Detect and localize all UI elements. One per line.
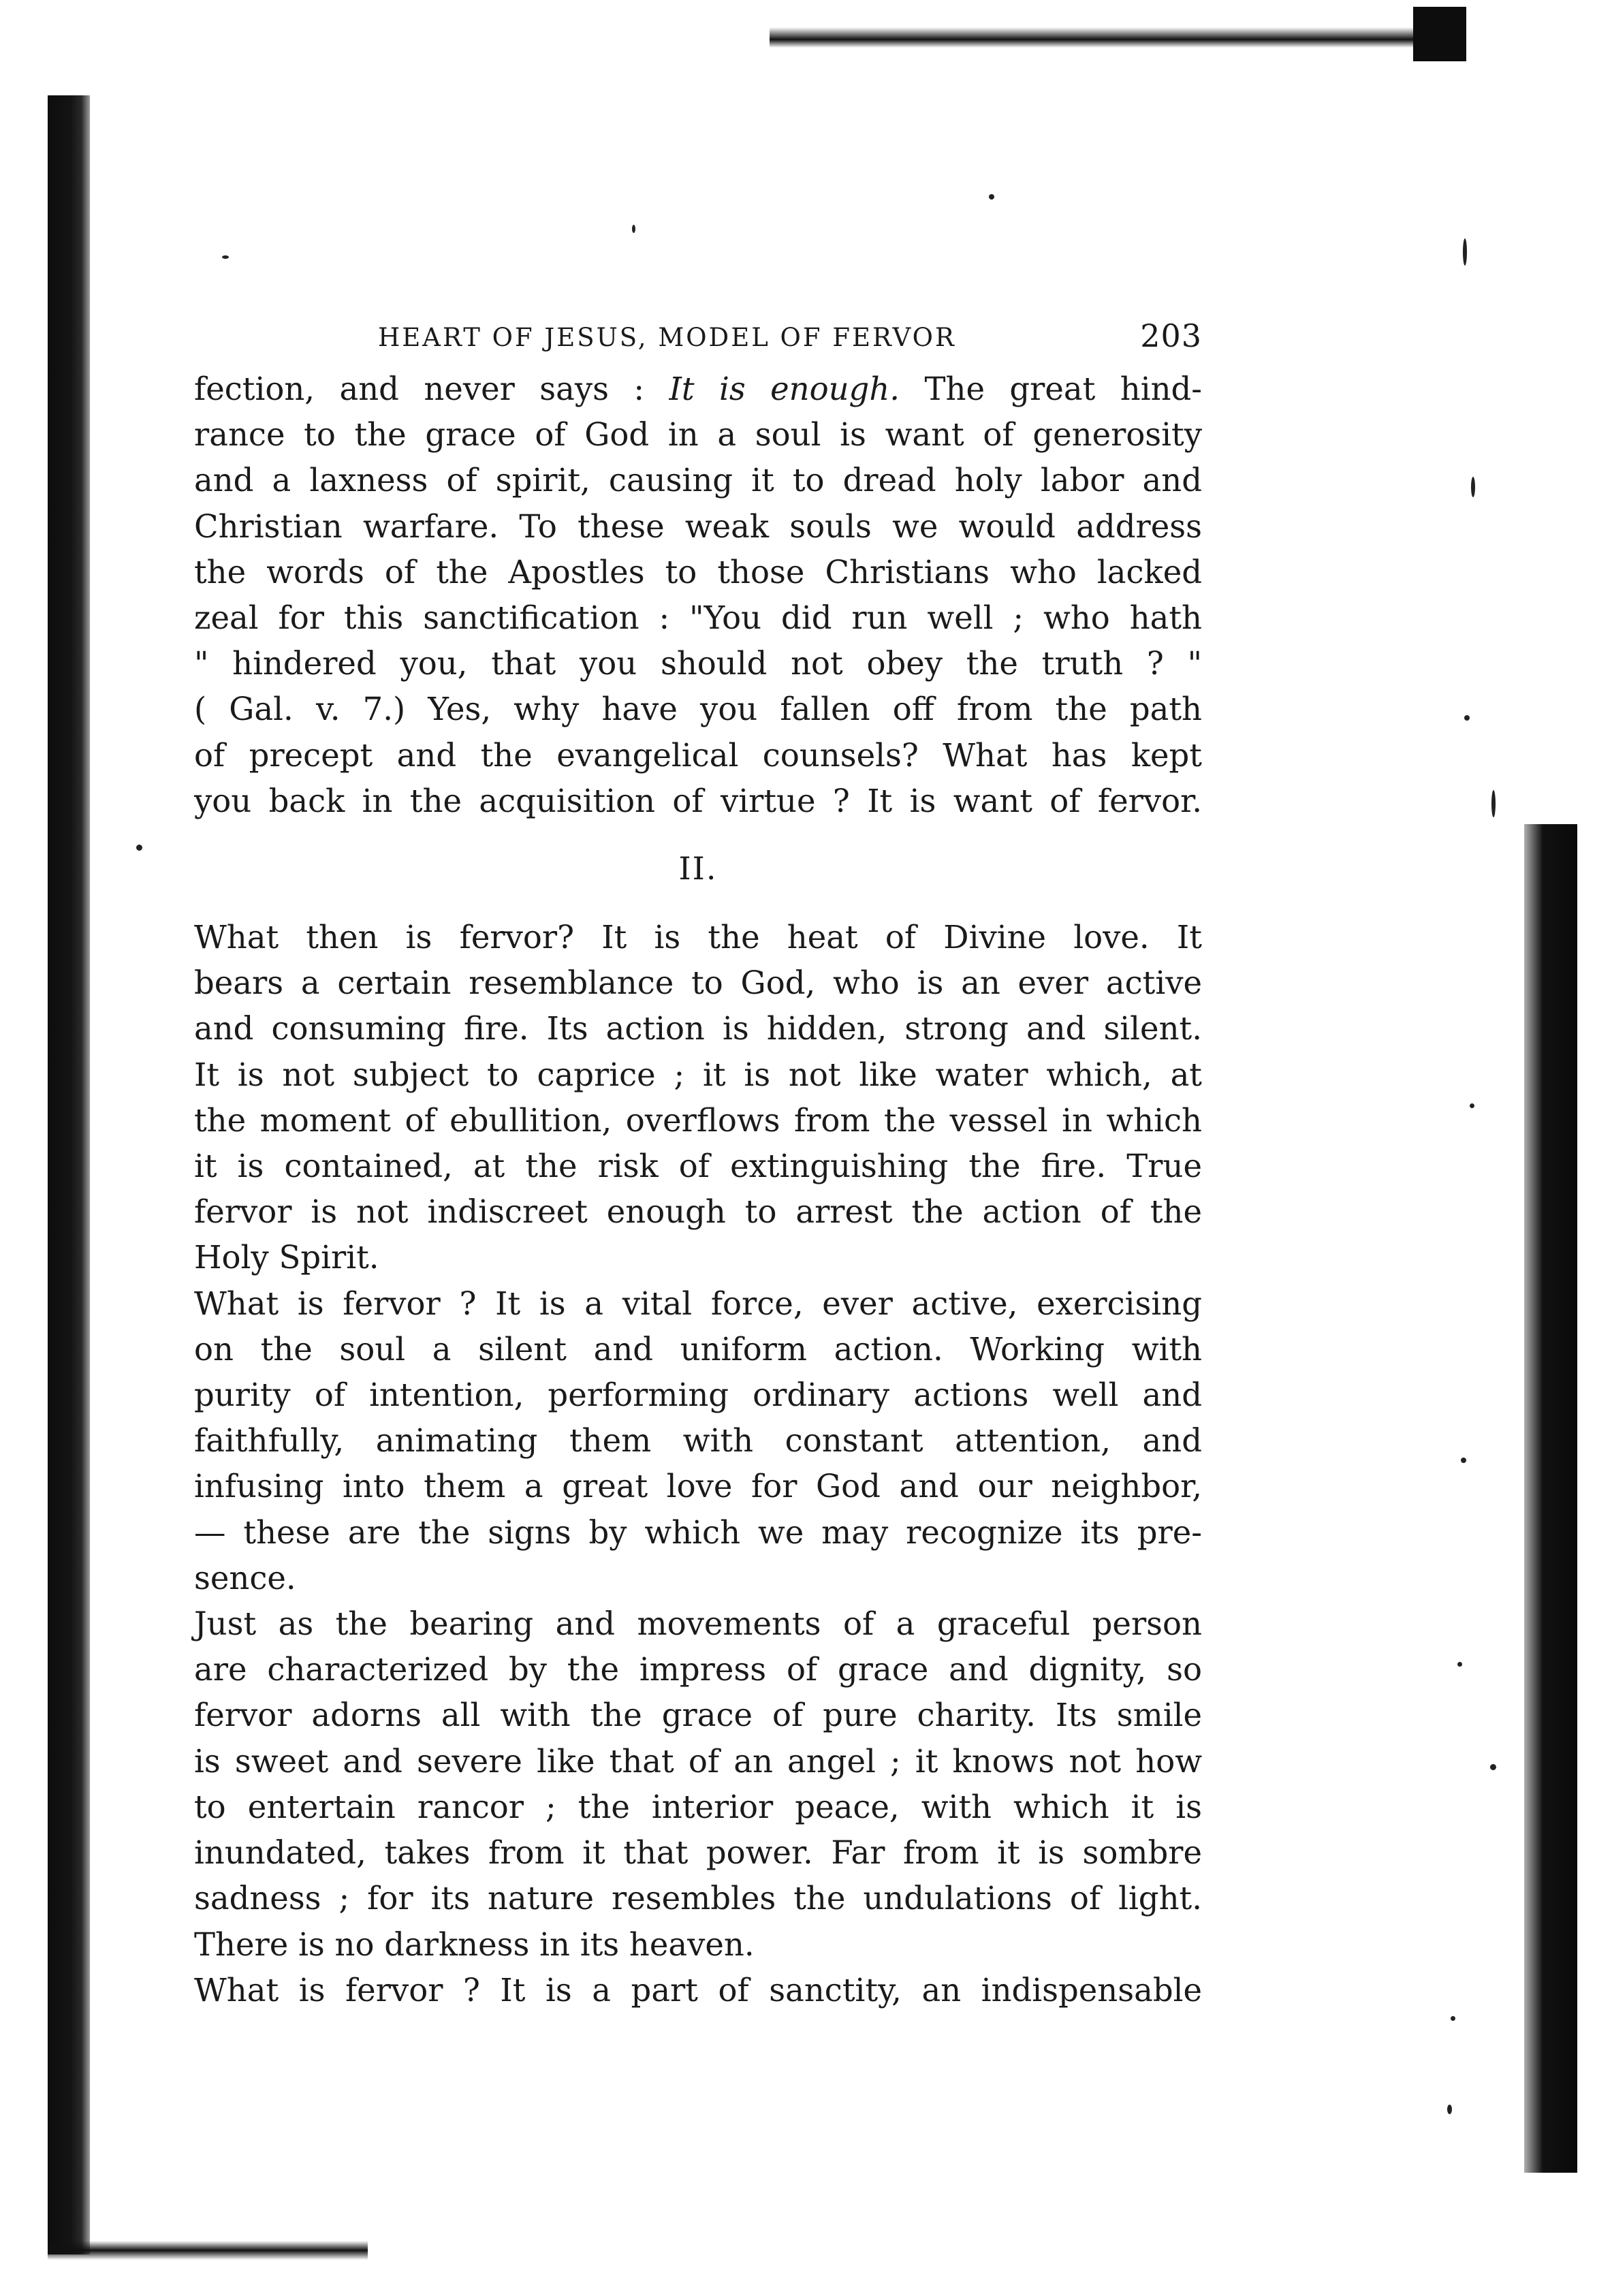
text-line: Christian warfare. To these weak souls we would address <box>194 507 1202 545</box>
paragraph-5 <box>194 1968 1202 2013</box>
scan-speck <box>1447 2105 1452 2114</box>
text-line: There is no darkness in its heaven. <box>194 1925 755 1963</box>
scan-edge-left <box>48 95 90 2254</box>
scan-speck <box>222 255 229 259</box>
text-line <box>194 366 1202 412</box>
text-line: Holy Spirit. <box>194 1239 379 1276</box>
scan-speck <box>1451 2016 1455 2021</box>
text-line: it is contained, at the risk of extinguishing the fire. True <box>194 1148 1202 1185</box>
scan-speck <box>1464 715 1470 721</box>
text-line: " hindered you, that you should not obey the truth ? " <box>194 645 1202 682</box>
text-line: — these are the signs by which we may recognize its pre- <box>194 1513 1202 1551</box>
paragraph-1 <box>194 366 1202 824</box>
text-line: What then is fervor? It is the heat of Divine love. It <box>194 919 1202 956</box>
scan-edge-right <box>1524 824 1577 2173</box>
text-line: sence. <box>194 1559 296 1597</box>
scan-speck <box>989 194 994 200</box>
text-line: is sweet and severe like that of an angel ; it knows not how <box>194 1742 1202 1780</box>
text-line: are characterized by the impress of grace and dignity, so <box>194 1651 1202 1688</box>
text-fragment: The great hind- <box>900 371 1202 407</box>
text-line: It is not subject to caprice ; it is not like water which, at <box>194 1056 1202 1093</box>
text-line: Just as the bearing and movements of a graceful person <box>194 1605 1202 1643</box>
text-line: bears a certain resemblance to God, who is an ever active <box>194 964 1202 1002</box>
text-line: sadness ; for its nature resembles the undulations of light. <box>194 1880 1202 1917</box>
scan-speck <box>1457 1662 1462 1667</box>
text-line: and a laxness of spirit, causing it to dread holy labor and <box>194 462 1202 499</box>
scan-speck <box>1470 1103 1474 1108</box>
scan-speck <box>1491 790 1496 817</box>
book-page <box>194 313 1202 2013</box>
scan-speck <box>1471 477 1475 497</box>
text-fragment: fection, and never says : <box>194 371 669 407</box>
text-line: inundated, takes from it that power. Far from it is sombre <box>194 1834 1202 1872</box>
text-line: What is fervor ? It is a part of sanctity, an indispensable <box>194 1971 1202 2009</box>
scan-edge-bottom <box>48 2241 368 2260</box>
text-line: What is fervor ? It is a vital force, ever active, exercising <box>194 1285 1202 1322</box>
text-line: the moment of ebullition, overflows from the vessel in which <box>194 1101 1202 1139</box>
text-line: purity of intention, performing ordinary actions well and <box>194 1377 1202 1414</box>
scan-edge-top-corner <box>1413 7 1466 61</box>
text-line: ( Gal. v. 7.) Yes, why have you fallen off from the path <box>194 691 1202 728</box>
scan-speck <box>1461 1458 1466 1463</box>
running-head-title: HEART OF JESUS, MODEL OF FERVOR <box>378 323 956 352</box>
text-line: to entertain rancor ; the interior peace, with which it is <box>194 1788 1202 1825</box>
text-line: the words of the Apostles to those Christians who lacked <box>194 553 1202 591</box>
running-head <box>194 313 1202 366</box>
scan-edge-top <box>770 27 1464 48</box>
scan-speck <box>136 845 142 851</box>
page-number: 203 <box>1140 317 1202 354</box>
text-line: zeal for this sanctification : "You did run well ; who hath <box>194 599 1202 637</box>
text-line: fervor is not indiscreet enough to arrest the action of the <box>194 1193 1202 1231</box>
text-line: of precept and the evangelical counsels? What has kept <box>194 736 1202 774</box>
paragraph-4 <box>194 1601 1202 1968</box>
paragraph-3 <box>194 1281 1202 1601</box>
text-line: faithfully, animating them with constant attention, and <box>194 1422 1202 1460</box>
paragraph-2 <box>194 915 1202 1281</box>
scan-speck <box>1490 1764 1496 1770</box>
text-line: you back in the acquisition of virtue ? It is want of fervor. <box>194 782 1202 819</box>
text-line: fervor adorns all with the grace of pure charity. Its smile <box>194 1697 1202 1734</box>
italic-phrase: It is enough. <box>669 371 900 407</box>
scan-speck <box>1463 238 1467 266</box>
text-line: and consuming fire. Its action is hidden, strong and silent. <box>194 1010 1202 1048</box>
text-line: infusing into them a great love for God and our neighbor, <box>194 1468 1202 1505</box>
scan-speck <box>632 225 635 233</box>
section-heading: II. <box>678 850 718 887</box>
text-line: rance to the grace of God in a soul is want of generosity <box>194 416 1202 454</box>
text-line: on the soul a silent and uniform action. Working with <box>194 1330 1202 1368</box>
